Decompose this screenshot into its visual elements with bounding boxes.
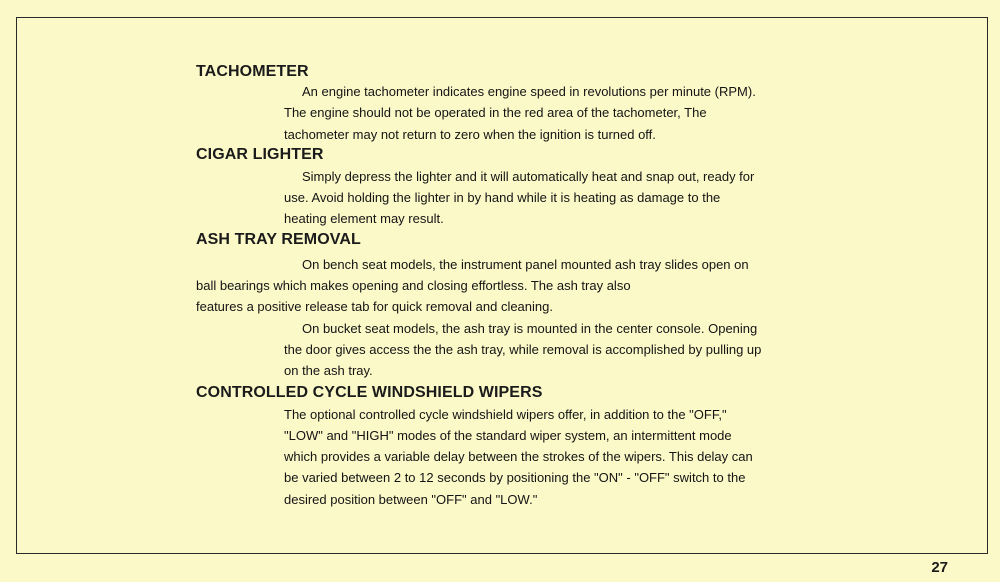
text-line: On bucket seat models, the ash tray is mounted in the center console. Opening xyxy=(302,320,758,336)
paragraph-bench-seat xyxy=(196,254,816,318)
text-line: features a positive release tab for quick removal and cleaning. xyxy=(196,299,553,315)
section-title-cigar-lighter: CIGAR LIGHTER xyxy=(196,145,324,163)
paragraph-bucket-seat xyxy=(284,318,816,382)
text-line: be varied between 2 to 12 seconds by positioning the "ON" - "OFF" switch to the xyxy=(284,470,746,486)
section-body-tachometer xyxy=(284,81,816,145)
section-cigar-lighter xyxy=(196,145,816,230)
text-line: on the ash tray. xyxy=(284,363,373,379)
section-body-windshield-wipers xyxy=(284,404,816,510)
text-line: use. Avoid holding the lighter in by hand while it is heating as damage to the xyxy=(284,190,721,206)
text-line: "LOW" and "HIGH" modes of the standard wiper system, an intermittent mode xyxy=(284,427,732,443)
text-line: the door gives access the the ash tray, while removal is accomplished by pulling up xyxy=(284,341,762,357)
section-tachometer xyxy=(196,62,816,145)
section-title-ash-tray: ASH TRAY REMOVAL xyxy=(196,230,361,248)
manual-content xyxy=(196,62,816,510)
text-line: which provides a variable delay between the strokes of the wipers. This delay can xyxy=(284,449,753,465)
text-line: The engine should not be operated in the red area of the tachometer, The xyxy=(284,105,707,121)
page-number: 27 xyxy=(931,559,948,576)
text-line: desired position between "OFF" and "LOW." xyxy=(284,491,538,507)
text-line: ball bearings which makes opening and closing effortless. The ash tray also xyxy=(196,278,631,294)
text-line: tachometer may not return to zero when the ignition is turned off. xyxy=(284,126,656,142)
text-line: Simply depress the lighter and it will automatically heat and snap out, ready for xyxy=(302,168,755,184)
section-title-tachometer: TACHOMETER xyxy=(196,63,309,80)
text-line: On bench seat models, the instrument panel mounted ash tray slides open on xyxy=(302,256,749,272)
section-body-cigar-lighter xyxy=(284,166,816,230)
section-title-windshield-wipers: CONTROLLED CYCLE WINDSHIELD WIPERS xyxy=(196,383,543,401)
section-body-ash-tray xyxy=(196,254,816,382)
section-ash-tray-removal xyxy=(196,230,816,382)
text-line: heating element may result. xyxy=(284,211,444,227)
text-line: The optional controlled cycle windshield wipers offer, in addition to the "OFF," xyxy=(284,406,727,422)
text-line: An engine tachometer indicates engine speed in revolutions per minute (RPM). xyxy=(302,84,756,99)
section-windshield-wipers xyxy=(196,383,816,510)
